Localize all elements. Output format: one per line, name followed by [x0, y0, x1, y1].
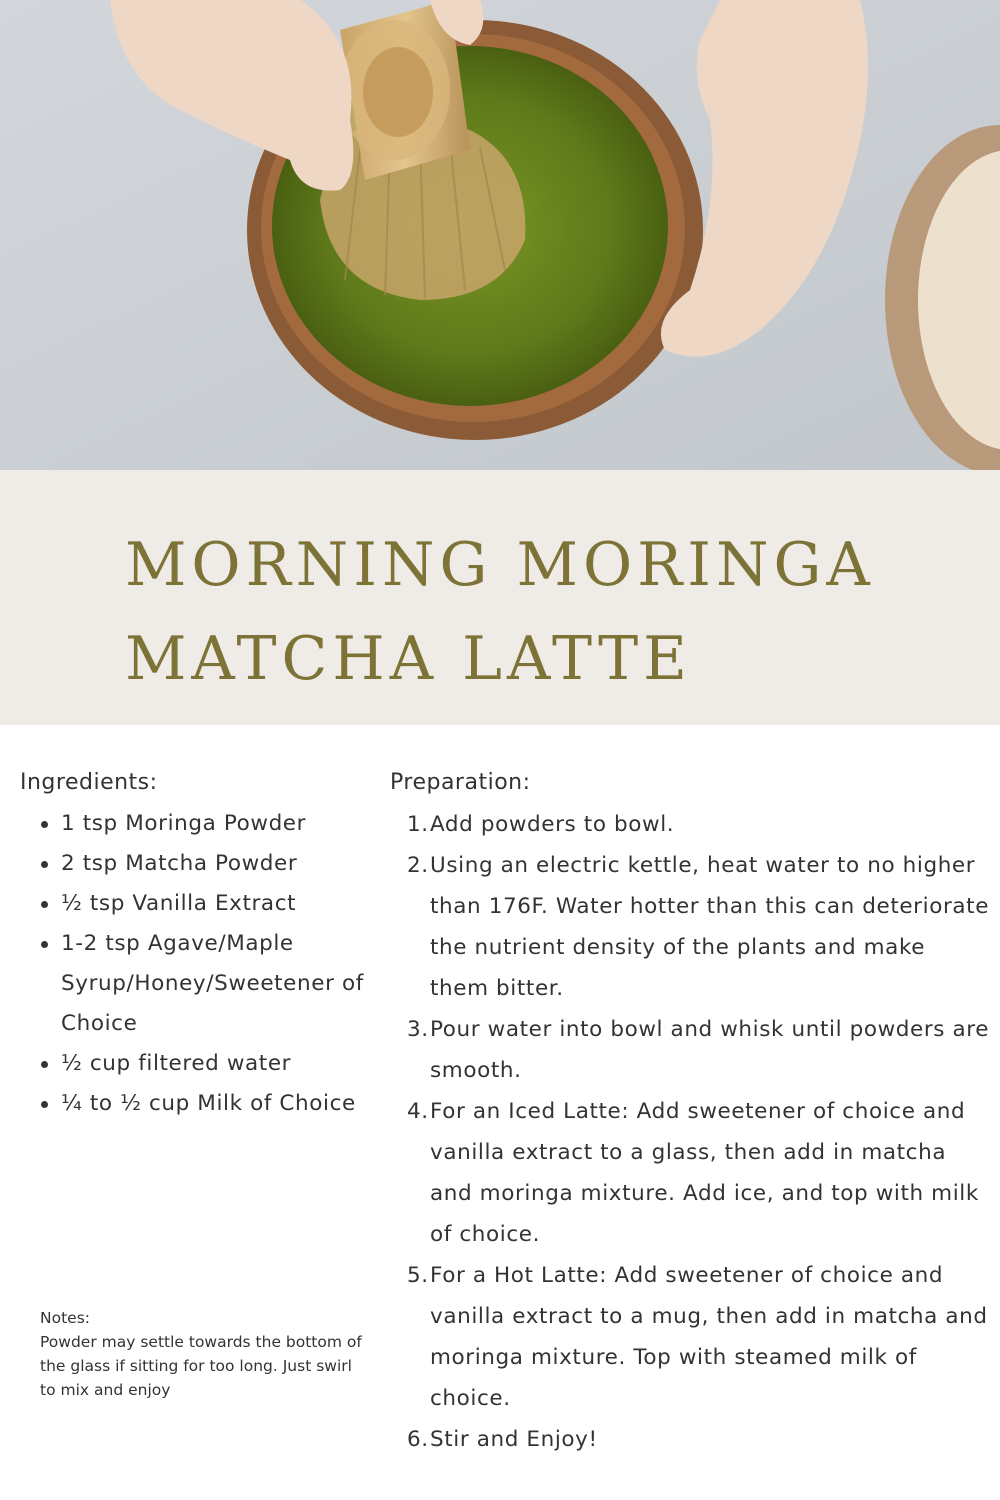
notes-text: Powder may settle towards the bottom of the glass if sitting for too long. Just swirl to mix and enjoy	[40, 1333, 362, 1399]
step-number: 6.	[407, 1427, 429, 1452]
list-item	[390, 845, 990, 1009]
preparation-steps	[390, 804, 990, 1460]
step-text: Pour water into bowl and whisk until powders are smooth.	[430, 1017, 990, 1083]
list-item: 1-2 tsp Agave/Maple Syrup/Honey/Sweetener of Choice	[61, 924, 380, 1044]
list-item: ½ cup filtered water	[61, 1044, 380, 1084]
matcha-whisking-photo	[0, 0, 1000, 470]
ingredients-heading: Ingredients:	[20, 770, 158, 795]
step-text: For a Hot Latte: Add sweetener of choice and vanilla extract to a mug, then add in matcha and moringa mixture. Top with steamed milk of choice.	[430, 1263, 988, 1411]
step-number: 3.	[407, 1017, 429, 1042]
list-item: 2 tsp Matcha Powder	[61, 844, 380, 884]
list-item	[390, 1091, 990, 1255]
notes-section	[40, 1306, 370, 1402]
page-title	[125, 518, 985, 706]
step-number: 2.	[407, 853, 429, 878]
notes-heading: Notes:	[40, 1309, 90, 1327]
step-text: For an Iced Latte: Add sweetener of choice and vanilla extract to a glass, then add in matcha and moringa mixture. Add ice, and top with milk of choice.	[430, 1099, 979, 1247]
step-text: Stir and Enjoy!	[430, 1427, 598, 1452]
preparation-heading: Preparation:	[390, 770, 531, 795]
step-text: Using an electric kettle, heat water to no higher than 176F. Water hotter than this can deteriorate the nutrient density of the plants and make them bitter.	[430, 853, 990, 1001]
list-item	[390, 1419, 990, 1460]
step-number: 1.	[407, 812, 429, 837]
step-text: Add powders to bowl.	[430, 812, 675, 837]
list-item	[390, 1255, 990, 1419]
list-item	[390, 1009, 990, 1091]
list-item	[390, 804, 990, 845]
ingredients-section	[20, 764, 380, 1124]
photo-illustration	[0, 0, 1000, 470]
step-number: 5.	[407, 1263, 429, 1288]
title-line-1: MORNING MORINGA	[125, 530, 875, 600]
list-item: ½ tsp Vanilla Extract	[61, 884, 380, 924]
ingredients-list	[20, 804, 380, 1124]
step-number: 4.	[407, 1099, 429, 1124]
preparation-section	[390, 764, 990, 1460]
list-item: ¼ to ½ cup Milk of Choice	[61, 1084, 380, 1124]
title-line-2: MATCHA LATTE	[125, 624, 692, 694]
list-item: 1 tsp Moringa Powder	[61, 804, 380, 844]
